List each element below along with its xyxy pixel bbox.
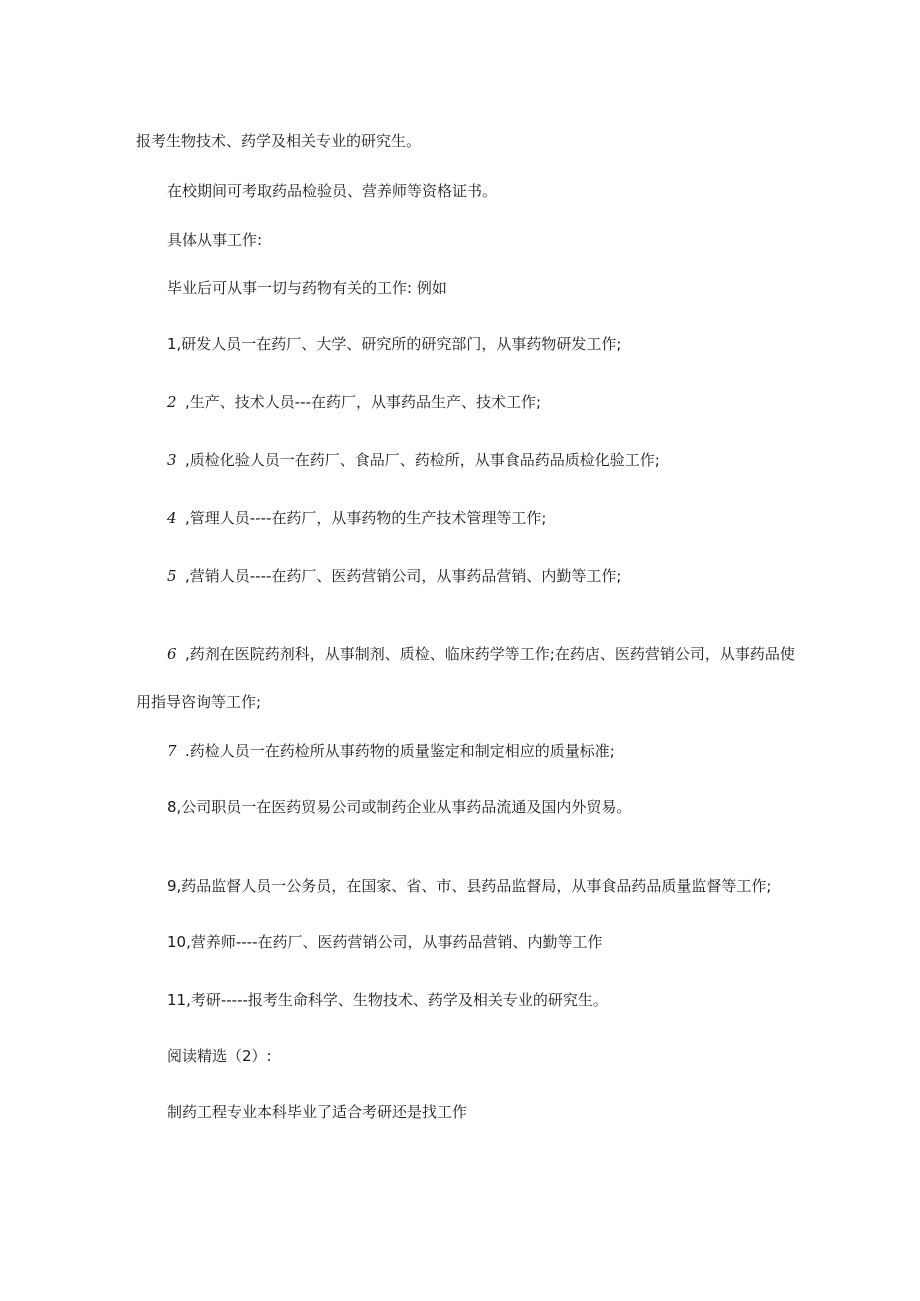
- section-heading: 具体从事工作:: [167, 231, 263, 249]
- paragraph-line: 毕业后可从事一切与药物有关的工作: 例如: [167, 279, 447, 297]
- list-item-text: ,营销人员----在药厂、医药营销公司，从事药品营销、内勤等工作;: [185, 567, 622, 585]
- paragraph-line: 在校期间可考取药品检验员、营养师等资格证书。: [167, 182, 498, 200]
- list-item: [167, 566, 621, 586]
- list-item: 8,公司职员一在医药贸易公司或制药企业从事药品流通及国内外贸易。: [167, 798, 632, 816]
- list-number: 4: [167, 509, 177, 527]
- list-item: [167, 392, 541, 412]
- list-number: 3: [167, 451, 177, 469]
- list-item: 1,研发人员一在药厂、大学、研究所的研究部门，从事药物研发工作;: [167, 335, 622, 353]
- list-number: 5: [167, 567, 177, 585]
- list-number: 2: [167, 393, 177, 411]
- list-item: 10,营养师----在药厂、医药营销公司，从事药品营销、内勤等工作: [167, 933, 603, 951]
- list-item: [167, 450, 660, 470]
- section-heading: 阅读精选（2）:: [167, 1047, 272, 1065]
- list-number: 7: [167, 742, 177, 760]
- list-number: 6: [167, 645, 177, 663]
- paragraph-line: 报考生物技术、药学及相关专业的研究生。: [136, 132, 422, 150]
- list-item: [167, 508, 546, 528]
- paragraph-line: 制药工程专业本科毕业了适合考研还是找工作: [167, 1103, 468, 1121]
- list-item-text: ,药剂在医院药剂科，从事制剂、质检、临床药学等工作;在药店、医药营销公司，从事药品使: [185, 645, 795, 663]
- list-item: 9,药品监督人员一公务员，在国家、省、市、县药品监督局，从事食品药品质量监督等工作;: [167, 877, 772, 895]
- list-item-text: ,生产、技术人员---在药厂，从事药品生产、技术工作;: [185, 393, 542, 411]
- list-item: 11,考研-----报考生命科学、生物技术、药学及相关专业的研究生。: [167, 991, 608, 1009]
- list-item-continuation: 用指导咨询等工作;: [136, 693, 262, 711]
- list-item: [167, 644, 795, 664]
- list-item-text: .药检人员一在药检所从事药物的质量鉴定和制定相应的质量标准;: [185, 742, 615, 760]
- list-item: [167, 741, 615, 761]
- list-item-text: ,质检化验人员一在药厂、食品厂、药检所，从事食品药品质检化验工作;: [185, 451, 660, 469]
- list-item-text: ,管理人员----在药厂，从事药物的生产技术管理等工作;: [185, 509, 547, 527]
